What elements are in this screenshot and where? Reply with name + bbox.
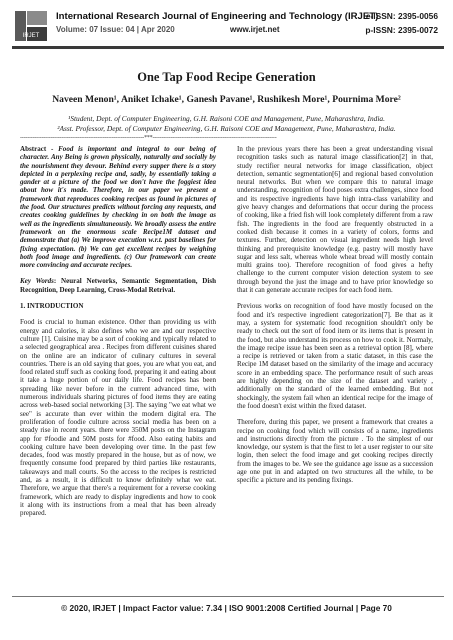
footer-rule xyxy=(12,596,444,597)
keywords xyxy=(20,277,216,294)
section-heading-introduction: 1. INTRODUCTION xyxy=(20,302,84,311)
abstract-text: Food is important and integral to our being of character. Any Being is grown physically, naturally and socially by the nourishment they devour. Behind every supper there is a story depicted in a perplexing recipe and, sadly, by essentially taking a gander at a picture of the food we don't have the foggiest idea about how it's made. Therefore, in our paper we present a framework that reproduces cooking recipes as found in pictures of the food. Our structures predicts without forcing any requests, and creates cooking guidelines by checking in on both the image as well as the ingredients simultaneously. We broadly assess the entire framework on the enormous scale Recipe1M dataset and demonstrate that (a) We improve execution w.r.t. past baselines for fixing expectation. (b) We can get excellent recipes by weighing both food image and ingredients. (c) Our framework can create more convincing and accurate recipes. xyxy=(20,145,216,270)
right-column xyxy=(237,145,433,493)
keywords-text: : Neural Networks, Semantic Segmentation, Dish Recognition, Deep Learning, Cross-Modal Retrival. xyxy=(20,277,216,294)
page-footer: © 2020, IRJET | Impact Factor value: 7.34 | ISO 9001:2008 Certified Journal | Page 70 xyxy=(61,603,392,613)
journal-title: International Research Journal of Engineering and Technology (IRJET) xyxy=(56,11,379,22)
p-issn: p-ISSN: 2395-0072 xyxy=(365,25,438,35)
body-paragraph-2: Previous works on recognition of food have mostly focused on the food and it's respective ingredient categorization[7]. Be that as it may, a system for systematic food recognition shouldn't only be ready to check out the sort of food item or its items that is present in the food, but also understand its process on how to cook it. Normaly, the image recipe issue has been seen as a retrieval option [8], where a recipe is retrieved or taken from a static dataset, in this case the Recipe 1M dataset based on the similarity of the image and accuracy score in an embedding space. The performance result of such areas are highly depending on the size of the dataset and variety , additionally on the standard of the learned embedding. But not shockingly, the system fail when an identical recipe for the image of the food doesn't exist within the fixed dataset. xyxy=(237,302,433,410)
journal-website[interactable]: www.irjet.net xyxy=(230,25,280,34)
abstract xyxy=(20,145,216,269)
affiliation-2: ²Asst. Professor, Dept. of Computer Engineering, G.H. Raisoni COE and Management, Pune, Maharashtra, India. xyxy=(57,124,396,133)
e-issn: e-ISSN: 2395-0056 xyxy=(365,11,438,21)
section-separator: ---------------------------------------------------------------------***--------------------------------------------------------------------- xyxy=(20,135,277,141)
journal-header xyxy=(12,8,444,44)
intro-paragraph: Food is crucial to human existence. Other than providing us with energy and calories, it also defines who we are and our respective culture [1]. Cuisine may be a sort of cooking and typically related to a selected geographical area . Recipes from different cuisines shared on the online are an indicator of culinary cultures in several countries. There is an old saying that goes, you are what you eat, and food related stuff such as cooking food, preparing it and eating about it take a huge portion of our daily life. Food recipes has been spreading like never before in the current advanced time, with numerous individuals sharing pictures of food items they are eating across web-based social networking [3]. The saying "we eat what we see" is accurate than ever within the modern digital era. The proliferation of foodie culture across social media has been on a steady rise in recent years. there were 350M posts on the Instagram app for #foodie and 50M posts for #food. Also eating habits and cooking culture have been developing over time. In the past few decades, food was mostly prepared in the house, but as of now, we frequently consume food prepared by third parties like restaurants, takeaways and mall courts. So the access to the recipes is restricted and, as a result, it is difficult to know definitely what we eat. Therefore, we argue that there's a requirement for a reverse cooking framework, which are ready to display ingredients and how to cook it along with its instructions from a meal that has been already prepared. xyxy=(20,318,216,518)
volume-issue: Volume: 07 Issue: 04 | Apr 2020 xyxy=(56,25,175,34)
header-rule xyxy=(12,46,444,49)
keywords-label: Key Words xyxy=(20,277,54,286)
svg-text:IRJET: IRJET xyxy=(22,33,40,39)
left-column xyxy=(20,145,216,525)
body-paragraph-3: Therefore, during this paper, we present a framework that creates a recipe on cooking food which will consists of a name, ingredients and instructions directly from the picture . To the simplest of our knowledge, our system is that the first to let a user register to our site login, then select the food image and get cooking recipes directly from the images to be. We see the guidance age issue as a succession age one put in and adapted on two structures all the while, to be specific a picture and its pending fixings. xyxy=(237,418,433,485)
irjet-logo xyxy=(14,10,48,42)
paper-title: One Tap Food Recipe Generation xyxy=(137,70,316,84)
author-list: Naveen Menon¹, Aniket Ichake¹, Ganesh Pavane¹, Rushikesh More¹, Pournima More² xyxy=(52,94,401,105)
affiliation-1: ¹Student, Dept. of Computer Engineering, G.H. Raisoni COE and Management, Pune, Maharashtra, India. xyxy=(68,114,385,123)
abstract-label: Abstract - xyxy=(20,145,59,153)
body-paragraph-1: In the previous years there has been a great understanding visual recognition tasks such as natural image classification[2] in that, study rectifier neural networks for image classification, object detection, semantic segmentation[6] and regional based convolution neural networks. But when we compare this to natural image understanding, recognition of food poses extra challenges, since food and its respective ingredients have high intra-class variability and give heavy changes and deformations that occur during the process of cooking, like a fried fish will look completely different from a raw fish. The ingredients in the food are frequently obstructed in a cooked dish because it comes in a variety of colors, forms and textures. Further, detection on visual ingredient needs high level thinking and prerequisite knowledge (e.g. pastry will mostly have sugar and less salt, whereas whole wheat bread will mostly contain multi grains too). Therefore recognition of food gives a hefty challenge to the current computer vision detection system to see through beyond the just the image and to have prior knowledge so that it can generate accurate recipes for each food item. xyxy=(237,145,433,295)
